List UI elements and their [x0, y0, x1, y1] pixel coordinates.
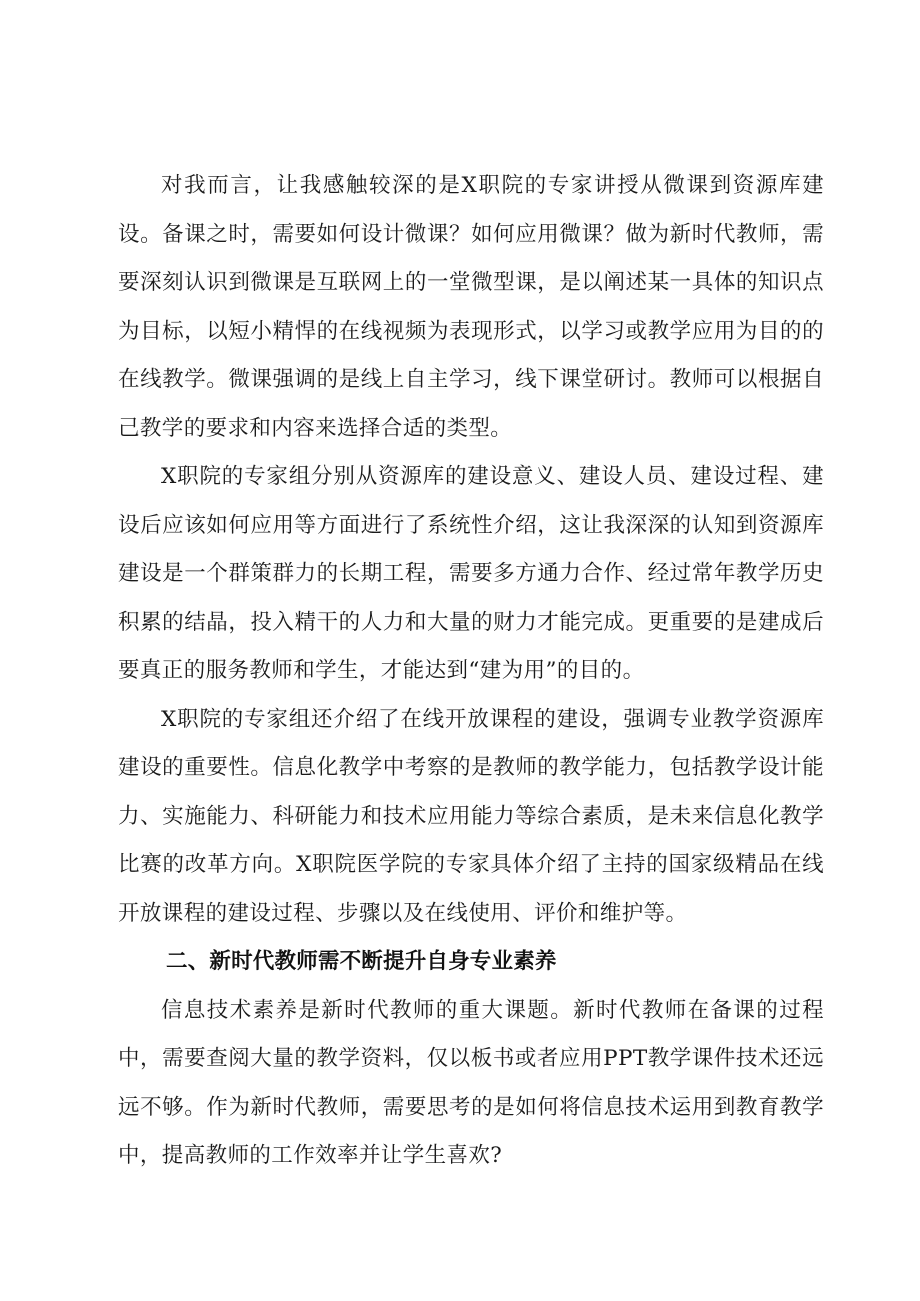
paragraph-online-courses: X职院的专家组还介绍了在线开放课程的建设，强调专业教学资源库建设的重要性。信息化教学中考察的是教师的教学能力，包括教学设计能力、实施能力、科研能力和技术应用能力等综合素质，是未来信息化教学比赛的改革方向。X职院医学院的专家具体介绍了主持的国家级精品在线开放课程的建设过程、步骤以及在线使用、评价和维护等。 [118, 706, 824, 926]
document-body [118, 162, 824, 1181]
section-heading: 二、新时代教师需不断提升自身专业素养 [166, 949, 557, 974]
paragraph-micro-lessons: 对我而言，让我感触较深的是X职院的专家讲授从微课到资源库建设。备课之时，需要如何设计微课？如何应用微课？做为新时代教师，需要深刻认识到微课是互联网上的一堂微型课，是以阐述某一具体的知识点为目标，以短小精悍的在线视频为表现形式，以学习或教学应用为目的的在线教学。微课强调的是线上自主学习，线下课堂研讨。教师可以根据自己教学的要求和内容来选择合适的类型。 [118, 173, 824, 441]
paragraph-information-literacy: 信息技术素养是新时代教师的重大课题。新时代教师在备课的过程中，需要查阅大量的教学资料，仅以板书或者应用PPT教学课件技术还远远不够。作为新时代教师，需要思考的是如何将信息技术运用到教育教学中，提高教师的工作效率并让学生喜欢? [118, 997, 824, 1168]
paragraph-resource-library: X职院的专家组分别从资源库的建设意义、建设人员、建设过程、建设后应该如何应用等方面进行了系统性介绍，这让我深深的认知到资源库建设是一个群策群力的长期工程，需要多方通力合作、经过常年教学历史积累的结晶，投入精干的人力和大量的财力才能完成。更重要的是建成后要真正的服务教师和学生，才能达到“建为用”的目的。 [118, 464, 824, 683]
